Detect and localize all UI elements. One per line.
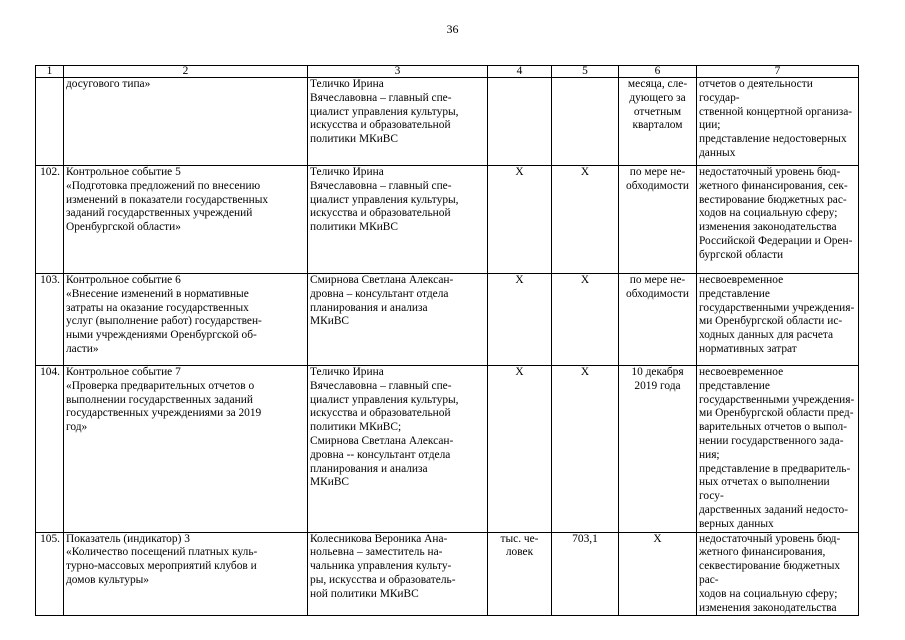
event-cell: Контрольное событие 7 «Проверка предварительных отчетов о выполнении государственных заданий государственных учреждениями за 2019 год» [64, 366, 308, 533]
responsible-cell: Колесникова Вероника Ана- нольевна – заместитель на- чальника управления культу- ры, искусства и образователь- ной политики МКиВС [308, 532, 488, 616]
responsible-cell: Теличко Ирина Вячеславовна – главный спе- циалист управления культуры, искусства и образовательной политики МКиВС; Смирнова Светлана Алексан- дровна -- консультант отдела планирования и анализа МКиВС [308, 366, 488, 533]
deadline-cell: по мере не- обходимости [619, 166, 697, 274]
event-cell: Контрольное событие 6 «Внесение изменений в нормативные затраты на оказание государственных услуг (выполнение работ) государствен- ными учреждениями Оренбургской об- ласти» [64, 274, 308, 366]
table-row [36, 532, 859, 616]
value-cell: Х [552, 366, 619, 533]
deadline-cell: месяца, сле- дующего за отчетным кварталом [619, 78, 697, 166]
deadline-cell: Х [619, 532, 697, 616]
column-header: 2 [64, 66, 308, 78]
table-row [36, 274, 859, 366]
value-cell: Х [552, 274, 619, 366]
unit-cell [488, 78, 552, 166]
table-row [36, 366, 859, 533]
unit-cell: Х [488, 274, 552, 366]
unit-cell: тыс. че- ловек [488, 532, 552, 616]
column-header: 6 [619, 66, 697, 78]
page-number: 36 [446, 22, 459, 36]
value-cell [552, 78, 619, 166]
column-header: 3 [308, 66, 488, 78]
risks-cell: отчетов о деятельности государ- ственной концертной организа- ции; представление недостоверных данных [697, 78, 859, 166]
risks-cell: недостаточный уровень бюд- жетного финансирования, сек- вестирование бюджетных рас- ходов на социальную сферу; изменения законодательства Российской Федерации и Орен- бургской области [697, 166, 859, 274]
risks-cell: несвоевременное представление государственными учреждения- ми Оренбургской области ис- ходных данных для расчета нормативных затрат [697, 274, 859, 366]
column-header: 7 [697, 66, 859, 78]
risks-cell: несвоевременное представление государственными учреждения- ми Оренбургской области пред- варительных отчетов о выпол- нении государственного зада- ния; представление в предваритель- ных отчетах о выполнении госу- дарственных заданий недосто- верных данных [697, 366, 859, 533]
responsible-cell: Теличко Ирина Вячеславовна – главный спе- циалист управления культуры, искусства и образовательной политики МКиВС [308, 166, 488, 274]
table-row [36, 166, 859, 274]
header-row [36, 66, 859, 78]
unit-cell: Х [488, 366, 552, 533]
row-number: 105. [36, 532, 64, 616]
risks-cell: недостаточный уровень бюд- жетного финансирования, секвестирование бюджетных рас- ходов на социальную сферу; изменения законодательства [697, 532, 859, 616]
event-cell: Показатель (индикатор) 3 «Количество посещений платных куль- турно-массовых мероприятий клубов и домов культуры» [64, 532, 308, 616]
responsible-cell: Смирнова Светлана Алексан- дровна – консультант отдела планирования и анализа МКиВС [308, 274, 488, 366]
value-cell: Х [552, 166, 619, 274]
deadline-cell: 10 декабря 2019 года [619, 366, 697, 533]
row-number: 104. [36, 366, 64, 533]
event-cell: досугового типа» [64, 78, 308, 166]
event-cell: Контрольное событие 5 «Подготовка предложений по внесению изменений в показатели государственных заданий государственных учреждений Оренбургской области» [64, 166, 308, 274]
row-number: 102. [36, 166, 64, 274]
plan-table [35, 65, 859, 616]
column-header: 5 [552, 66, 619, 78]
row-number [36, 78, 64, 166]
responsible-cell: Теличко Ирина Вячеславовна – главный спе- циалист управления культуры, искусства и образовательной политики МКиВС [308, 78, 488, 166]
deadline-cell: по мере не- обходимости [619, 274, 697, 366]
row-number: 103. [36, 274, 64, 366]
column-header: 4 [488, 66, 552, 78]
column-header: 1 [36, 66, 64, 78]
table-row [36, 78, 859, 166]
unit-cell: Х [488, 166, 552, 274]
value-cell: 703,1 [552, 532, 619, 616]
